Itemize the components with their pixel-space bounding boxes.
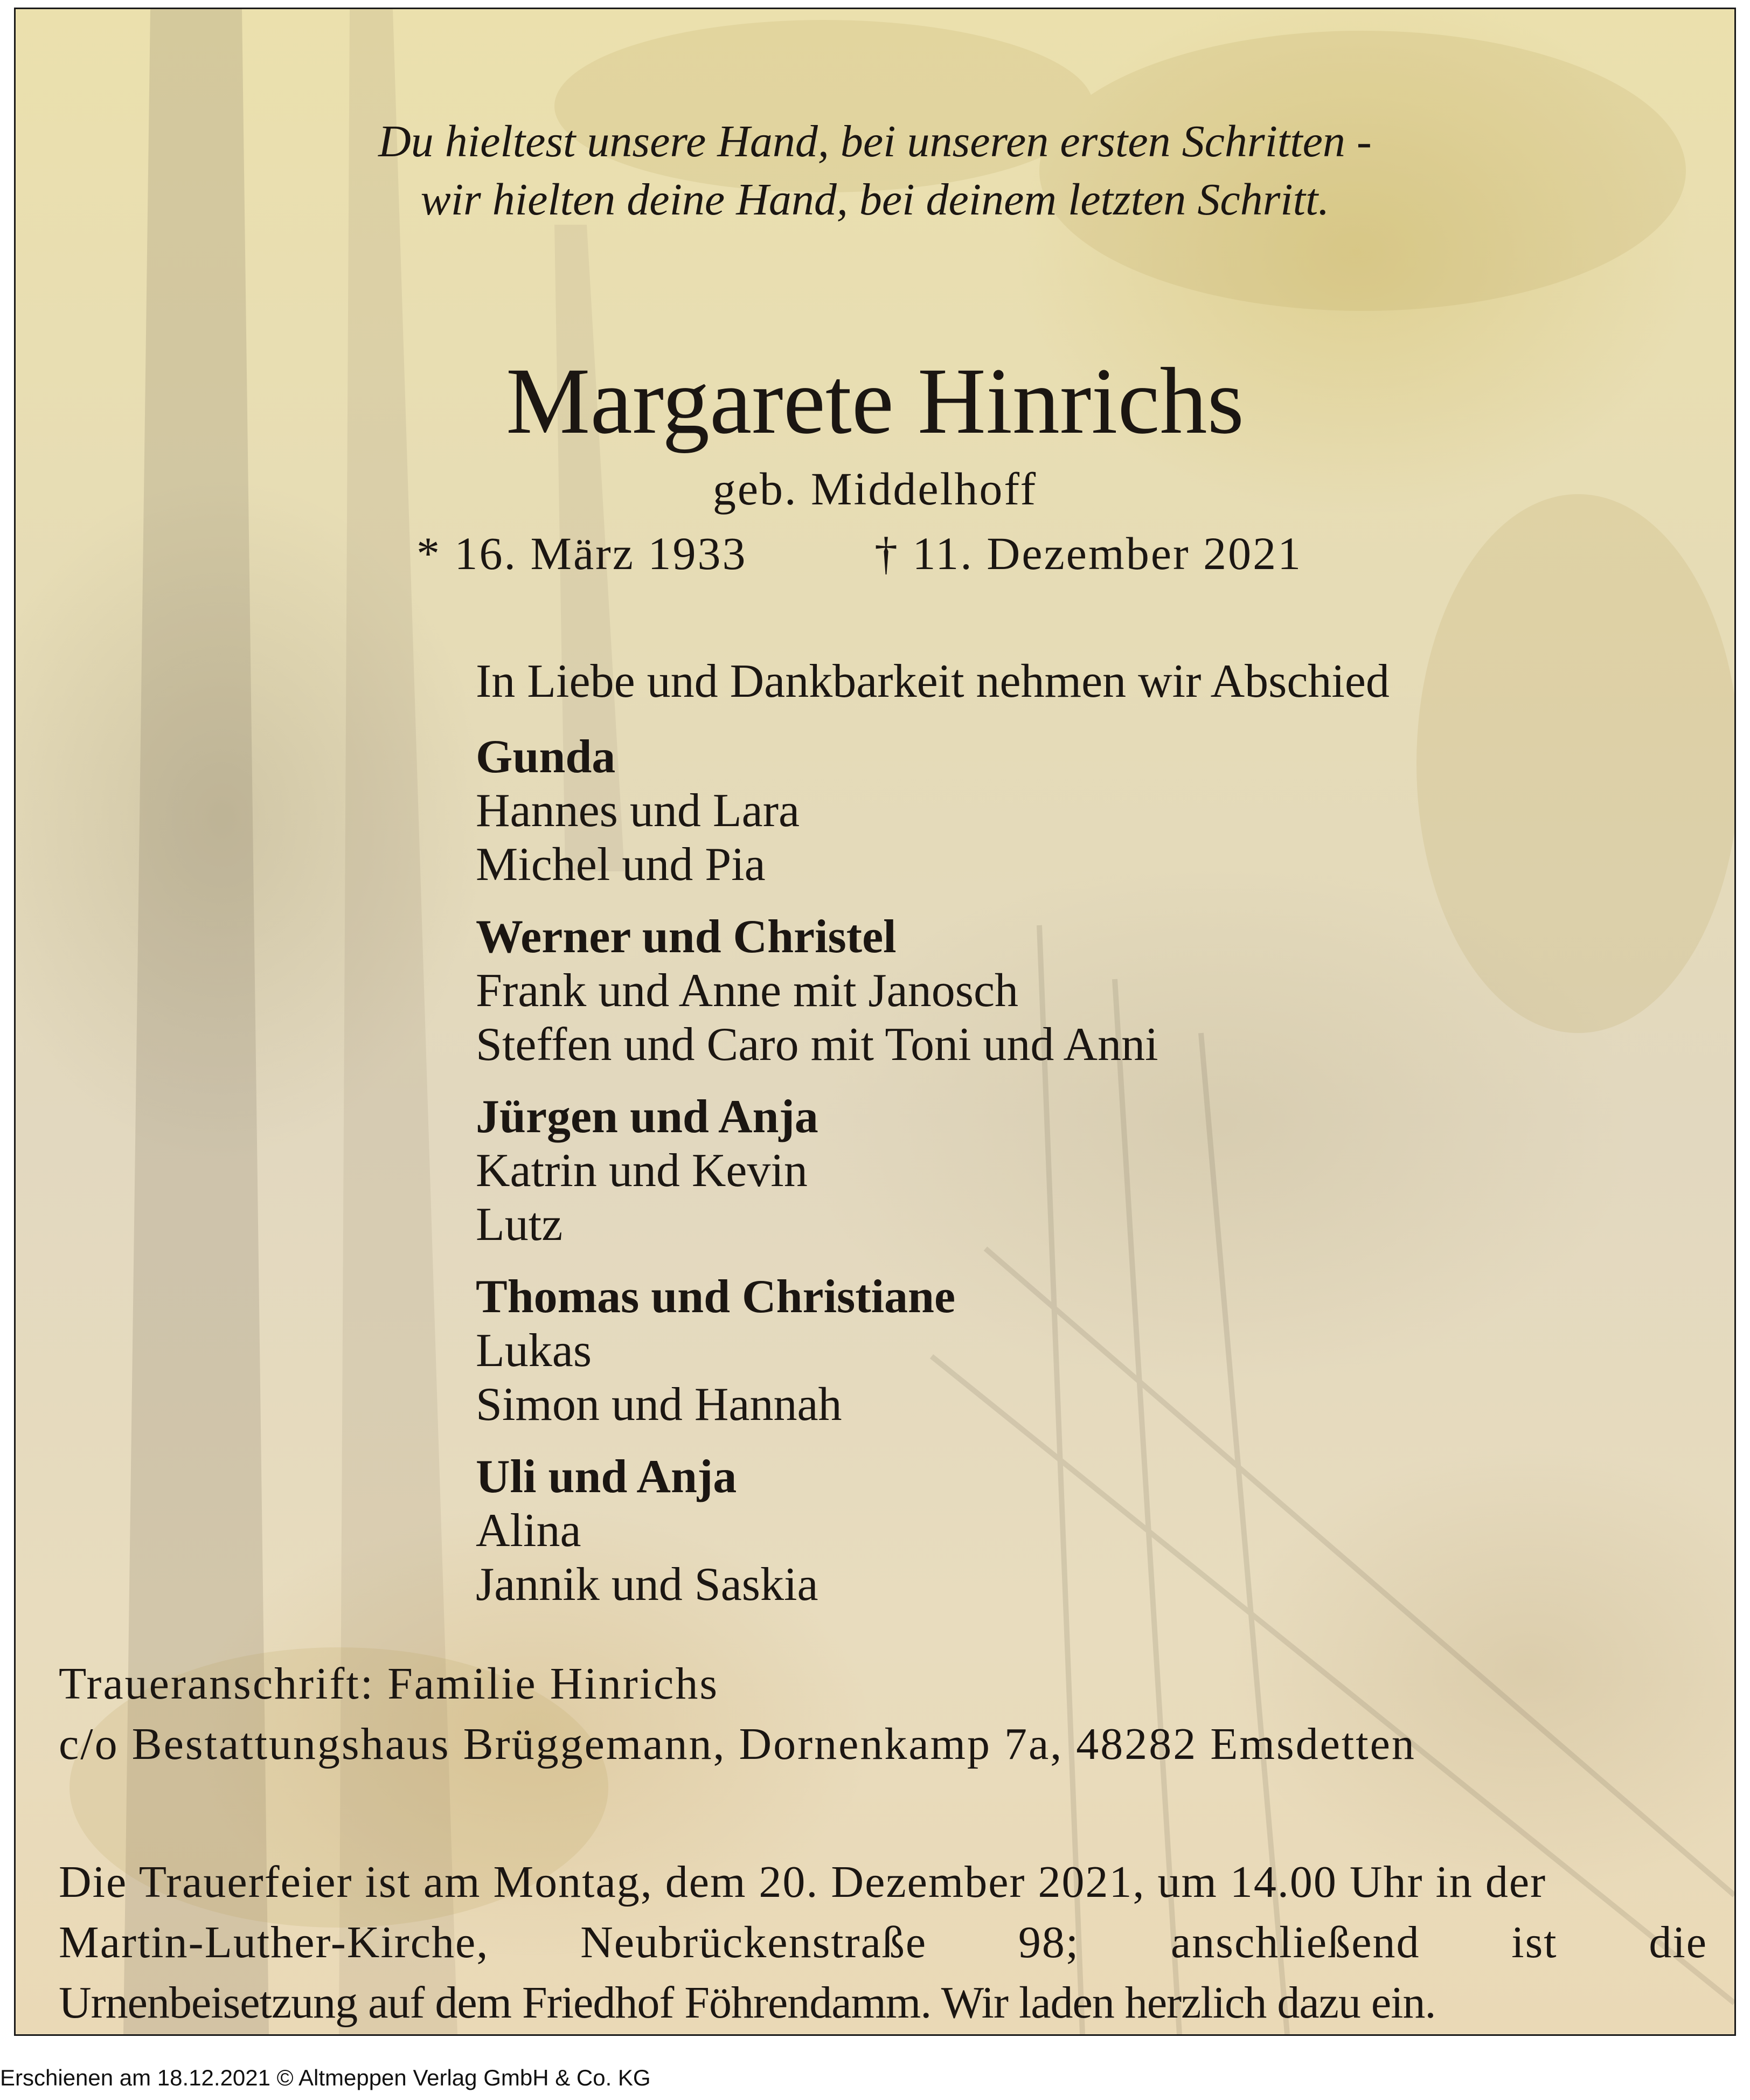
ceremony-word: anschließend xyxy=(1170,1917,1420,1967)
family-member: Hannes und Lara xyxy=(476,785,800,837)
family-group xyxy=(476,910,1553,1072)
ceremony-word: die xyxy=(1649,1917,1707,1967)
deceased-name: Margarete Hinrichs xyxy=(505,349,1244,454)
family-member: Katrin und Kevin xyxy=(476,1145,808,1197)
funeral-ceremony-info xyxy=(59,1852,1707,2033)
notice-content xyxy=(16,9,1734,2034)
family-member: Jannik und Saskia xyxy=(476,1558,818,1611)
address-line-2: c/o Bestattungshaus Brüggemann, Dornenkamp 7a, 48282 Emsdetten xyxy=(59,1719,1416,1769)
family-head: Gunda xyxy=(476,731,616,783)
birth-date: * 16. März 1933 xyxy=(416,528,747,579)
farewell-intro: In Liebe und Dankbarkeit nehmen wir Abschied xyxy=(476,655,1390,708)
ceremony-line-2 xyxy=(59,1912,1707,1973)
mourning-address xyxy=(59,1654,1416,1775)
motto-line-2: wir hielten deine Hand, bei deinem letzten Schritt. xyxy=(420,175,1330,225)
family-head: Thomas und Christiane xyxy=(476,1271,956,1323)
publication-footer: Erschienen am 18.12.2021 © Altmeppen Verlag GmbH & Co. KG xyxy=(0,2065,651,2090)
family-group xyxy=(476,730,1553,892)
family-member: Frank und Anne mit Janosch xyxy=(476,965,1019,1017)
motto-quote xyxy=(16,113,1734,229)
family-member: Steffen und Caro mit Toni und Anni xyxy=(476,1018,1158,1071)
ceremony-word: Neubrückenstraße xyxy=(580,1917,927,1967)
family-head: Uli und Anja xyxy=(476,1451,737,1503)
address-line-1: Traueranschrift: Familie Hinrichs xyxy=(59,1659,719,1709)
family-member: Alina xyxy=(476,1505,581,1557)
motto-line-1: Du hieltest unsere Hand, bei unseren ersten Schritten - xyxy=(378,116,1372,167)
family-member: Michel und Pia xyxy=(476,838,766,891)
obituary-notice xyxy=(14,8,1736,2036)
family-group xyxy=(476,1270,1553,1432)
mourners-list xyxy=(476,730,1553,1630)
family-group xyxy=(476,1090,1553,1252)
ceremony-line-1: Die Trauerfeier ist am Montag, dem 20. Dezember 2021, um 14.00 Uhr in der xyxy=(59,1857,1547,1907)
family-head: Jürgen und Anja xyxy=(476,1091,818,1143)
ceremony-word: 98; xyxy=(1018,1917,1080,1967)
ceremony-line-3: Urnenbeisetzung auf dem Friedhof Föhrendamm. Wir laden herzlich dazu ein. xyxy=(59,1978,1436,2028)
birth-name: geb. Middelhoff xyxy=(712,463,1038,515)
death-date: † 11. Dezember 2021 xyxy=(874,528,1303,579)
ceremony-word: ist xyxy=(1511,1917,1558,1967)
family-member: Simon und Hannah xyxy=(476,1378,842,1431)
family-member: Lukas xyxy=(476,1325,592,1377)
family-head: Werner und Christel xyxy=(476,911,897,963)
family-group xyxy=(476,1450,1553,1612)
family-member: Lutz xyxy=(476,1198,563,1251)
ceremony-word: Martin-Luther-Kirche, xyxy=(59,1917,489,1967)
